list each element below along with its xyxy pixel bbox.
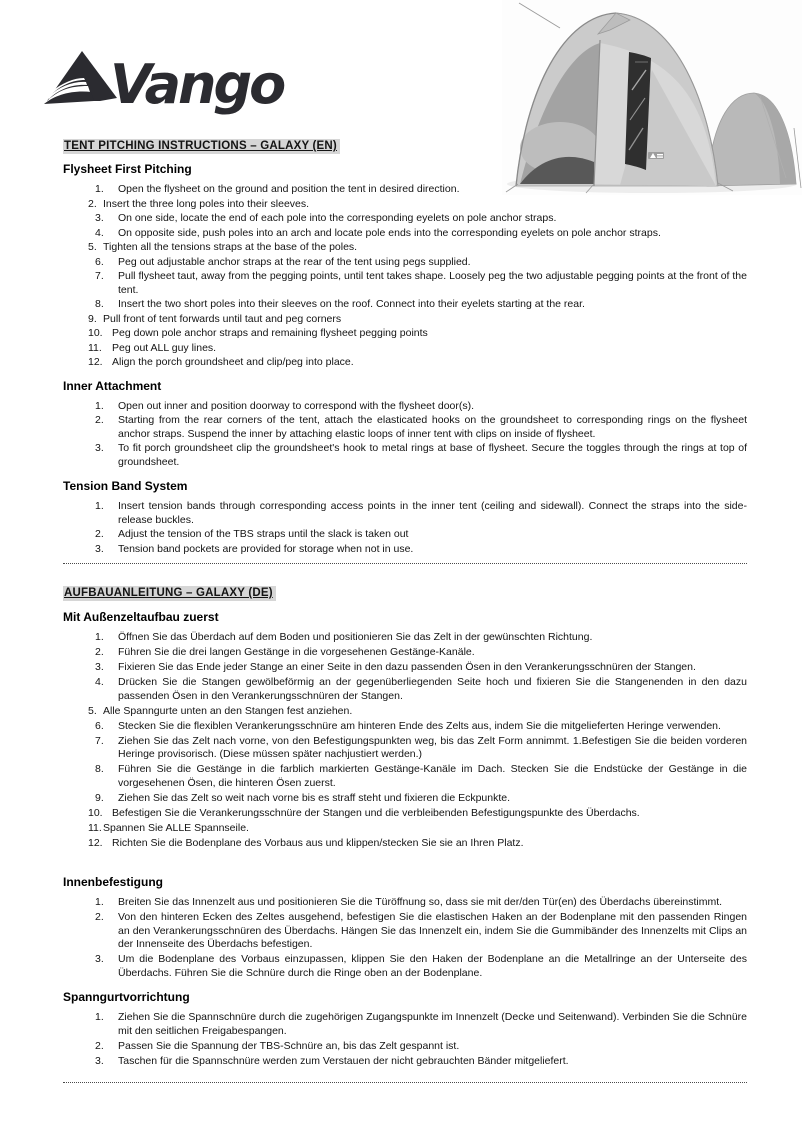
list-item [63,342,747,356]
list-item [63,792,747,806]
heading-innenbefestigung: Innenbefestigung [63,875,163,889]
list-item-number: 5. [88,241,97,253]
list-item [63,256,747,270]
list-item [63,1011,747,1038]
list-item-text: Spannen Sie ALLE Spannseile. [103,821,249,834]
list-item-number: 5. [88,704,97,717]
vango-wordmark: Vango [110,53,284,116]
list-item [63,327,747,341]
list-item [63,705,747,719]
list-item-number: 2. [95,1039,104,1052]
list-item-number: 7. [95,734,104,747]
list-item-text: Taschen für die Spannschnüre werden zum Verstauen der nicht gebrauchten Bänder mitgeliefert. [118,1054,569,1067]
list-item [63,183,747,197]
list-item-text: Von den hinteren Ecken des Zeltes ausgehend, befestigen Sie die elastischen Haken an der Bodenplane mit den passenden Ringen an den Verankerungsschnüren des Überdachs. Hängen Sie das Innenzelt ein, indem Sie die Gummibänder des Innenzelts mit Clips an der Innenseite des Überdachs befestigen. [118,911,747,950]
list-item [63,543,747,557]
list-item-number: 11. [88,341,102,354]
list-item [63,528,747,542]
section-flysheet-first-pitching [63,163,747,370]
list-item-number: 3. [95,661,104,673]
list-item [63,646,747,660]
flysheet-pitching-list [63,183,747,370]
list-item [63,822,747,836]
section-inner-attachment [63,380,747,470]
list-item-number: 1. [95,183,104,195]
list-item-number: 1. [95,500,104,512]
list-item-text: Passen Sie die Spannung der TBS-Schnüre an, bis das Zelt gespannt ist. [118,1039,460,1052]
dotted-divider [63,563,747,564]
list-item-text: Pull flysheet taut, away from the pegging points, until tent takes shape. Loosely peg the two adjustable pegging points at the front of the tent. [118,270,747,296]
list-item-text: Ziehen Sie das Zelt so weit nach vorne bis es straff steht und fixieren die Eckpunkte. [118,791,511,804]
list-item-number: 2. [88,197,97,210]
list-item-text: Tension band pockets are provided for storage when not in use. [118,542,414,555]
list-item [63,661,747,675]
list-item-number: 2. [95,414,104,426]
list-item [63,270,747,297]
list-item-number: 3. [95,212,104,224]
list-item [63,400,747,414]
list-item-number: 1. [95,631,104,643]
list-item-number: 3. [95,542,104,555]
heading-inner-attachment: Inner Attachment [63,378,162,393]
section-aussenzeltaufbau [63,611,747,850]
list-item-text: On opposite side, push poles into an arch and locate pole ends into the corresponding eyelets on pole anchor straps. [118,226,661,239]
list-item [63,442,747,469]
list-item [63,953,747,980]
list-item-text: Ziehen Sie das Zelt nach vorne, von den Befestigungspunkten weg, bis das Zelt Form annimmt. 1.Befestigen Sie die beiden vorderen Heringe provisorisch. (Diese müssen später nachjustiert werden.) [118,734,747,760]
list-item-number: 8. [95,298,104,310]
list-item [63,720,747,734]
list-item-text: Breiten Sie das Innenzelt aus und positionieren Sie die Türöffnung so, dass sie mit der/den Tür(en) des Überdachs übereinstimmt. [118,896,723,908]
list-item-text: To fit porch groundsheet clip the groundsheet's hook to metal rings at base of flysheet. Secure the toggles through the rings at top of groundsheet. [118,442,747,468]
list-item-number: 2. [95,646,104,658]
list-item-text: Führen Sie die Gestänge in die farblich markierten Gestänge-Kanäle im Dach. Stecken Sie die Endstücke der Gestänge in die vorgesehenen Ösen, die hinteren Ösen zuerst. [118,763,747,789]
list-item [63,911,747,952]
list-item [63,735,747,762]
list-item-number: 10. [88,327,103,339]
list-item [63,1055,747,1069]
aussenzeltaufbau-list [63,631,747,850]
list-item [63,896,747,910]
heading-aussenzeltaufbau: Mit Außenzeltaufbau zuerst [63,610,219,624]
list-item-number: 3. [95,442,104,454]
list-item-number: 2. [95,911,104,923]
german-section [63,611,747,1068]
title-en: TENT PITCHING INSTRUCTIONS – GALAXY (EN) [63,139,340,154]
list-item [63,837,747,851]
list-item [63,1040,747,1054]
spanngurt-list [63,1011,747,1068]
list-item-text: Stecken Sie die flexiblen Verankerungsschnüre am hinteren Ende des Zelts aus, indem Sie die mitgelieferten Heringe verwenden. [118,719,721,732]
list-item-text: Richten Sie die Bodenplane des Vorbaus aus und klippen/stecken Sie sie an Ihren Platz. [112,836,524,849]
list-item-text: Open the flysheet on the ground and position the tent in desired direction. [118,183,460,195]
list-item-number: 1. [95,896,104,908]
list-item-text: Open out inner and position doorway to correspond with the flysheet door(s). [118,399,475,412]
list-item-text: Peg out ALL guy lines. [112,341,217,354]
list-item-number: 12. [88,356,103,368]
list-item-number: 1. [95,399,104,412]
list-item-text: Um die Bodenplane des Vorbaus einzupassen, klippen Sie den Haken der Bodenplane an die Metallringe an der Unterseite des Überdachs. Führen Sie die Schnüre durch die Ringe oben an der Bodenplane. [118,953,747,979]
list-item [63,676,747,703]
innenbefestigung-list [63,896,747,980]
list-item-text: Align the porch groundsheet and clip/peg into place. [112,356,354,368]
list-item-text: Fixieren Sie das Ende jeder Stange an einer Seite in den dazu passenden Ösen in den Verankerungsschnüren der Stangen. [118,661,696,673]
list-item [63,313,747,327]
list-item-number: 7. [95,270,104,282]
list-item [63,227,747,241]
list-item-number: 10. [88,806,103,819]
dotted-divider [63,1082,747,1083]
list-item-number: 3. [95,1054,104,1067]
list-item-text: Insert tension bands through corresponding access points in the inner tent (ceiling and sidewall). Connect the straps into the side-release buckles. [118,500,747,526]
list-item [63,212,747,226]
list-item-number: 8. [95,763,104,775]
list-item-number: 6. [95,719,104,732]
list-item-text: Pull front of tent forwards until taut and peg corners [103,312,342,325]
inner-attachment-list [63,400,747,470]
list-item-text: Drücken Sie die Stangen gewölbeförmig an der gegenüberliegenden Seite hoch und fixieren Sie die Stangenenden in den dazu passenden Ösen in den Verankerungsschnüren der Stangen. [118,676,747,702]
heading-flysheet-first-pitching: Flysheet First Pitching [63,162,192,176]
list-item [63,500,747,527]
list-item-number: 12. [88,836,103,849]
list-item-text: Insert the three long poles into their sleeves. [103,197,310,210]
list-item-text: Ziehen Sie die Spannschnüre durch die zugehörigen Zugangspunkte im Innenzelt (Decke und Seitenwand). Verbinden Sie die Schnüre mit den seitlichen Freigabespangen. [118,1011,747,1037]
list-item [63,414,747,441]
list-item-text: Befestigen Sie die Verankerungsschnüre der Stangen und die verbleibenden Befestigungspunkte des Überdachs. [112,806,640,819]
list-item [63,807,747,821]
list-item-number: 1. [95,1011,104,1023]
section-spanngurtvorrichtung [63,991,747,1068]
list-item-number: 9. [88,312,97,325]
heading-tension-band-system: Tension Band System [63,479,188,493]
list-item-number: 4. [95,226,104,239]
list-item-text: Peg out adjustable anchor straps at the rear of the tent using pegs supplied. [118,255,471,268]
list-item-number: 6. [95,255,104,268]
section-innenbefestigung [63,876,747,980]
list-item-text: On one side, locate the end of each pole into the corresponding eyelets on pole anchor straps. [118,212,557,224]
heading-spanngurtvorrichtung: Spanngurtvorrichtung [63,990,190,1004]
list-item-text: Starting from the rear corners of the tent, attach the elasticated hooks on the groundsheet to corresponding rings on the flysheet anchor straps. Suspend the inner by attaching elastic loops of inner tent with clips on inside of flysheet. [118,414,747,440]
section-tension-band-system [63,480,747,556]
list-item-text: Insert the two short poles into their sleeves on the roof. Connect into their eyelets starting at the rear. [118,298,585,310]
list-item-text: Peg down pole anchor straps and remaining flysheet pegging points [112,327,428,339]
list-item-number: 11. [88,821,102,834]
list-item-number: 9. [95,791,104,804]
tension-band-list [63,500,747,556]
list-item-text: Führen Sie die drei langen Gestänge in die vorgesehenen Gestänge-Kanäle. [118,646,475,658]
title-de: AUFBAUANLEITUNG – GALAXY (DE) [63,586,276,601]
list-item [63,631,747,645]
list-item [63,198,747,212]
list-item [63,298,747,312]
list-item [63,241,747,255]
list-item [63,356,747,370]
list-item-text: Öffnen Sie das Überdach auf dem Boden und positionieren Sie das Zelt in der gewünschten Richtung. [118,631,593,643]
list-item-number: 3. [95,953,104,965]
list-item-text: Adjust the tension of the TBS straps until the slack is taken out [118,528,409,540]
list-item [63,763,747,790]
list-item-text: Alle Spanngurte unten an den Stangen fest anziehen. [103,704,353,717]
document-body [63,0,747,1083]
list-item-number: 2. [95,528,104,540]
list-item-number: 4. [95,676,104,688]
list-item-text: Tighten all the tensions straps at the base of the poles. [103,241,358,253]
